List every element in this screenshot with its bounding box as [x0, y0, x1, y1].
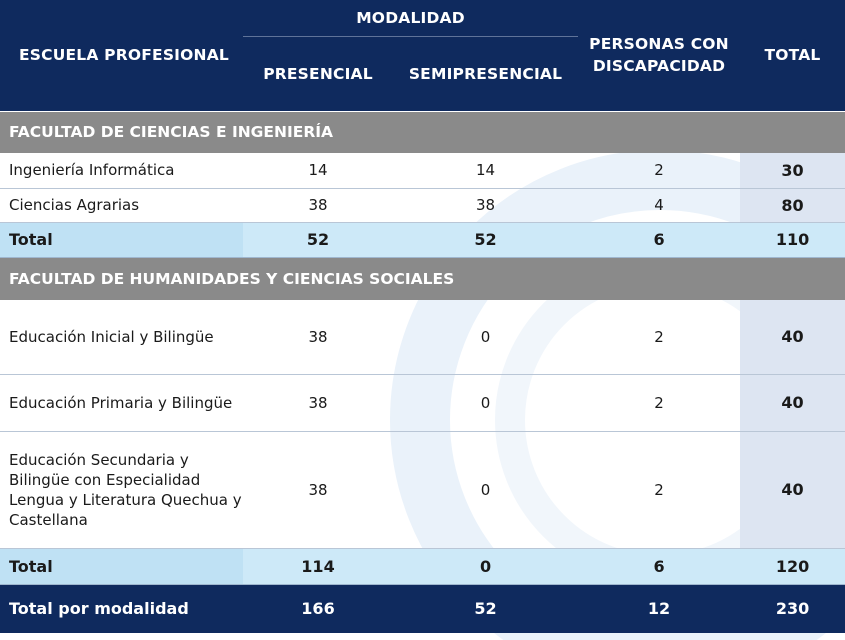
grand-total-discapacidad: 12	[578, 584, 740, 633]
cell-presencial: 38	[243, 431, 393, 548]
subtotal-total: 120	[740, 548, 845, 584]
header-semipresencial: SEMIPRESENCIAL	[393, 36, 578, 111]
header-discapacidad: PERSONAS CON DISCAPACIDAD	[578, 0, 740, 111]
grand-total-row	[0, 584, 845, 633]
cell-semipresencial: 0	[393, 374, 578, 431]
subtotal-row	[0, 222, 845, 257]
header-total: TOTAL	[740, 0, 845, 111]
header-modalidad: MODALIDAD	[243, 0, 578, 36]
cell-escuela: Educación Primaria y Bilingüe	[0, 374, 243, 431]
table-row	[0, 431, 845, 548]
cell-total: 80	[740, 188, 845, 222]
cell-semipresencial: 38	[393, 188, 578, 222]
subtotal-total: 110	[740, 222, 845, 257]
cell-escuela: Ciencias Agrarias	[0, 188, 243, 222]
table-row	[0, 374, 845, 431]
cell-semipresencial: 0	[393, 300, 578, 374]
faculty-title: FACULTAD DE CIENCIAS E INGENIERÍA	[0, 111, 845, 153]
cell-presencial: 14	[243, 153, 393, 188]
subtotal-semipresencial: 0	[393, 548, 578, 584]
cell-discapacidad: 4	[578, 188, 740, 222]
header-presencial: PRESENCIAL	[243, 36, 393, 111]
cell-discapacidad: 2	[578, 374, 740, 431]
subtotal-label: Total	[0, 222, 243, 257]
header-escuela: ESCUELA PROFESIONAL	[0, 0, 243, 111]
subtotal-discapacidad: 6	[578, 222, 740, 257]
cell-escuela: Ingeniería Informática	[0, 153, 243, 188]
subtotal-label: Total	[0, 548, 243, 584]
faculty-title: FACULTAD DE HUMANIDADES Y CIENCIAS SOCIALES	[0, 257, 845, 300]
subtotal-presencial: 114	[243, 548, 393, 584]
grand-total-total: 230	[740, 584, 845, 633]
subtotal-presencial: 52	[243, 222, 393, 257]
cell-discapacidad: 2	[578, 300, 740, 374]
cell-total: 40	[740, 431, 845, 548]
cell-presencial: 38	[243, 374, 393, 431]
cell-escuela: Educación Secundaria y Bilingüe con Especialidad Lengua y Literatura Quechua y Castellana	[0, 431, 243, 548]
cell-presencial: 38	[243, 300, 393, 374]
cell-total: 40	[740, 374, 845, 431]
cell-discapacidad: 2	[578, 431, 740, 548]
cell-semipresencial: 14	[393, 153, 578, 188]
subtotal-row	[0, 548, 845, 584]
cell-total: 30	[740, 153, 845, 188]
cell-discapacidad: 2	[578, 153, 740, 188]
cell-escuela: Educación Inicial y Bilingüe	[0, 300, 243, 374]
grand-total-presencial: 166	[243, 584, 393, 633]
cell-total: 40	[740, 300, 845, 374]
subtotal-discapacidad: 6	[578, 548, 740, 584]
grand-total-label: Total por modalidad	[0, 584, 243, 633]
grand-total-semipresencial: 52	[393, 584, 578, 633]
table-row	[0, 188, 845, 222]
table-row	[0, 153, 845, 188]
cell-presencial: 38	[243, 188, 393, 222]
table-row	[0, 300, 845, 374]
subtotal-semipresencial: 52	[393, 222, 578, 257]
cell-semipresencial: 0	[393, 431, 578, 548]
